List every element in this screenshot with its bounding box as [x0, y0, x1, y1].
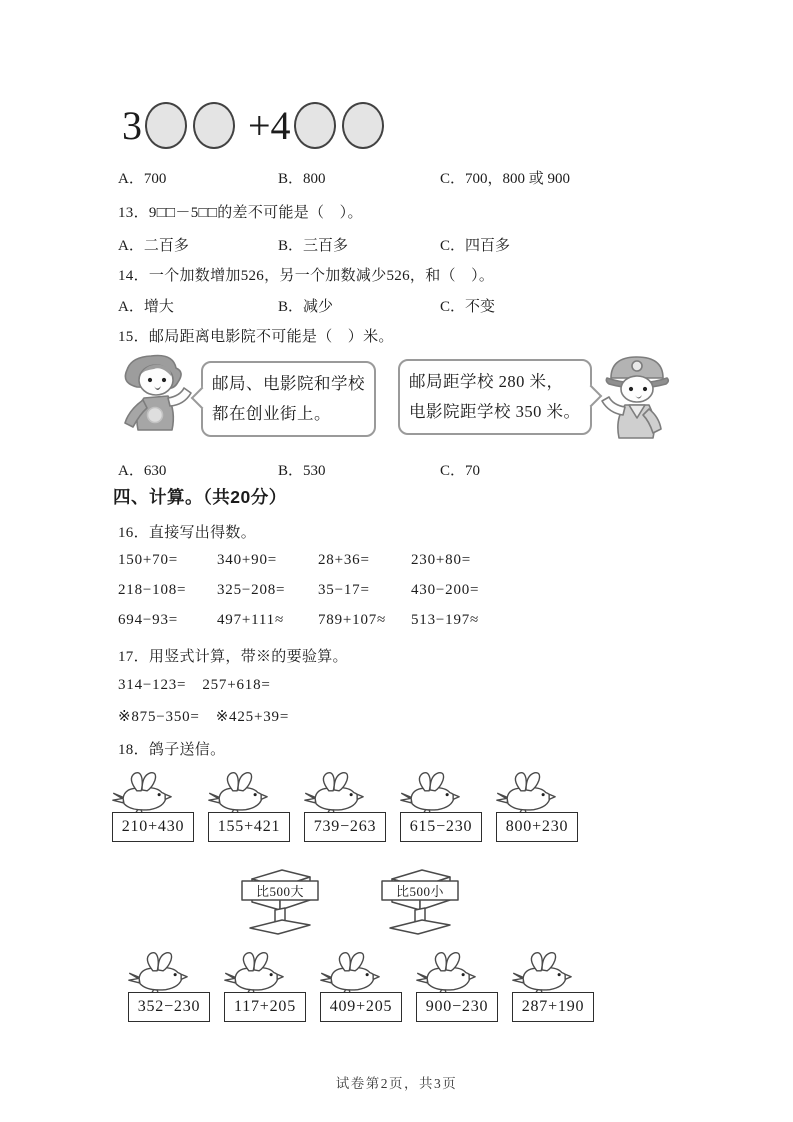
mailbox-label: 比500大: [255, 884, 304, 899]
expression-card: 900−230: [416, 992, 498, 1022]
speech-line: 邮局、电影院和学校: [212, 374, 365, 393]
question17-stem: 17．用竖式计算，带※的要验算。: [118, 649, 348, 665]
option-c: C．不变: [440, 299, 496, 315]
expression-card: 615−230: [400, 812, 482, 842]
calc-expression: 230+80=: [411, 552, 472, 568]
blank-circle-icon: [145, 102, 187, 149]
pigeon-card: [416, 950, 498, 1022]
calc-expression: 789+107≈: [318, 612, 387, 628]
question15-illustration: [113, 349, 680, 455]
expression-card: 155+421: [208, 812, 290, 842]
q16-row-3: [118, 612, 678, 629]
mailbox-icon: [232, 866, 328, 938]
option-c: C．700，800 或 900: [440, 171, 571, 187]
speech-line: 电影院距学校 350 米。: [409, 402, 581, 421]
pigeon-card: [224, 950, 306, 1022]
calc-expression: 694−93=: [118, 612, 179, 628]
option-a: A．700: [118, 171, 167, 187]
section4-title: 四、计算。（共20分）: [113, 487, 287, 507]
question13-options: [118, 234, 678, 255]
pigeon-card: [128, 950, 210, 1022]
pigeon-icon: [128, 950, 188, 995]
calc-expression: 28+36=: [318, 552, 370, 568]
q16-row-2: [118, 582, 678, 599]
option-b: B．530: [278, 463, 326, 479]
expression-card: 352−230: [128, 992, 210, 1022]
mailbox-less-than-500: [372, 866, 468, 938]
q16-row-1: [118, 552, 678, 569]
speech-bubble-right: [398, 359, 592, 435]
pigeon-row-bottom: [128, 950, 594, 1022]
calc-expression: 325−208=: [217, 582, 286, 598]
pigeon-row-top: [112, 770, 578, 842]
pigeon-icon: [112, 770, 172, 815]
pigeon-icon: [320, 950, 380, 995]
mailbox-greater-than-500: [232, 866, 328, 938]
calc-expression: ※425+39=: [215, 709, 290, 725]
expression-card: 210+430: [112, 812, 194, 842]
option-c: C．70: [440, 463, 481, 479]
calc-expression: 257+618=: [202, 677, 271, 693]
pigeon-card: [512, 950, 594, 1022]
pigeon-card: [496, 770, 578, 842]
option-b: B．减少: [278, 299, 334, 315]
pigeon-icon: [224, 950, 284, 995]
blank-circle-icon: [342, 102, 384, 149]
speech-line: 邮局距学校 280 米，: [409, 372, 564, 391]
question18-stem: 18．鸽子送信。: [118, 742, 226, 758]
calc-expression: 314−123=: [118, 677, 187, 693]
question12-options: [118, 167, 678, 188]
expression-card: 739−263: [304, 812, 386, 842]
option-a: A．630: [118, 463, 167, 479]
blank-circle-icon: [193, 102, 235, 149]
option-a: A．二百多: [118, 238, 189, 254]
option-a: A．增大: [118, 299, 174, 315]
q17-row-2: [118, 707, 289, 726]
expression-card: 117+205: [224, 992, 306, 1022]
pigeon-icon: [496, 770, 556, 815]
question15-options: [118, 459, 678, 480]
boy-icon: [113, 351, 199, 453]
calc-expression: 430−200=: [411, 582, 480, 598]
pigeon-card: [400, 770, 482, 842]
figure-left-number: 3: [122, 102, 142, 148]
pigeon-card: [304, 770, 386, 842]
boy-with-cap-icon: [594, 351, 680, 455]
calc-expression: 218−108=: [118, 582, 187, 598]
calc-expression: ※875−350=: [118, 709, 200, 725]
pigeon-card: [320, 950, 402, 1022]
question13-stem: 13．9□□－5□□的差不可能是（ ）。: [118, 205, 363, 221]
calc-expression: 340+90=: [217, 552, 278, 568]
pigeon-card: [112, 770, 194, 842]
mailbox-label: 比500小: [395, 884, 444, 899]
calc-expression: 497+111≈: [217, 612, 284, 628]
option-c: C．四百多: [440, 238, 511, 254]
calc-expression: 150+70=: [118, 552, 179, 568]
figure-operator-number: +4: [248, 102, 291, 148]
speech-line: 都在创业街上。: [212, 404, 331, 423]
calc-expression: 513−197≈: [411, 612, 480, 628]
pigeon-icon: [208, 770, 268, 815]
pigeon-icon: [400, 770, 460, 815]
pigeon-icon: [304, 770, 364, 815]
option-b: B．三百多: [278, 238, 349, 254]
mailbox-icon: [372, 866, 468, 938]
option-b: B．800: [278, 171, 326, 187]
question16-stem: 16．直接写出得数。: [118, 525, 257, 541]
expression-card: 800+230: [496, 812, 578, 842]
expression-card: 409+205: [320, 992, 402, 1022]
question12-figure: [122, 102, 387, 149]
question14-stem: 14．一个加数增加526，另一个加数减少526，和（ ）。: [118, 268, 495, 284]
page-footer: 试卷第2页，共3页: [335, 1076, 458, 1091]
calc-expression: 35−17=: [318, 582, 370, 598]
speech-bubble-left: [201, 361, 376, 437]
expression-card: 287+190: [512, 992, 594, 1022]
question14-options: [118, 295, 678, 316]
question15-stem: 15．邮局距离电影院不可能是（ ）米。: [118, 329, 394, 345]
pigeon-card: [208, 770, 290, 842]
pigeon-icon: [512, 950, 572, 995]
pigeon-icon: [416, 950, 476, 995]
q17-row-1: [118, 677, 271, 694]
blank-circle-icon: [294, 102, 336, 149]
